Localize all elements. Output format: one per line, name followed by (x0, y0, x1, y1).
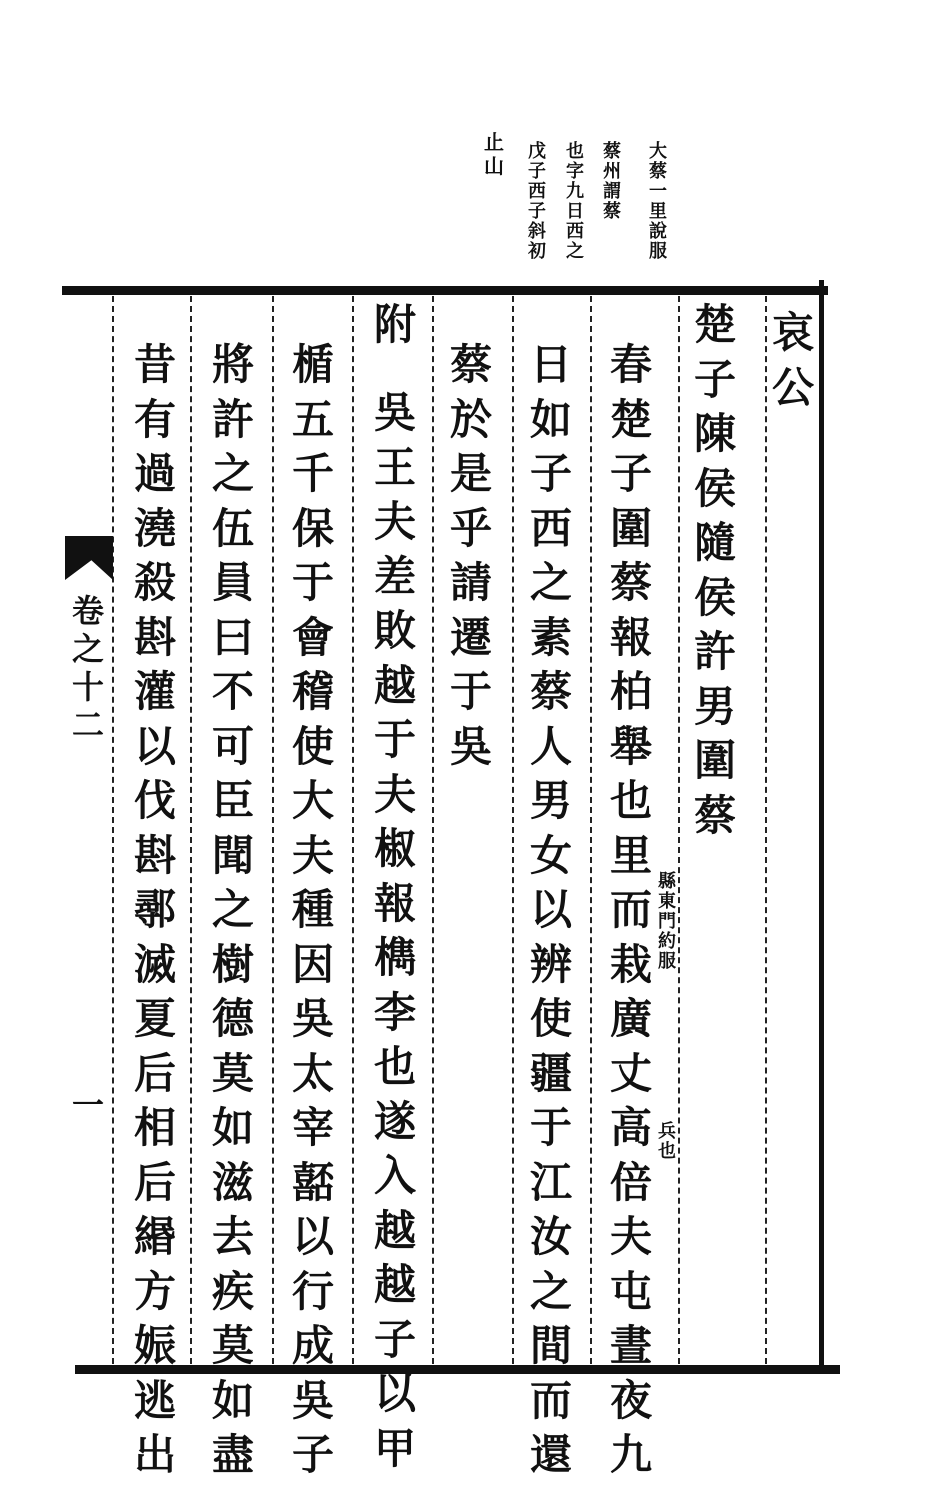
top-annotation: 戊 子 西 子 斜 初 (528, 141, 546, 262)
text-column: 春 楚 子 圍 蔡 報 柏 舉 也 里 而 栽 廣 丈 高 倍 夫 屯 晝 夜 九 (609, 340, 652, 1479)
text-column: 楚 子 陳 侯 隨 侯 許 男 圍 蔡 (693, 300, 736, 840)
text-column: 昔 有 過 澆 殺 斟 灌 以 伐 斟 鄩 滅 夏 后 相 后 緡 方 娠 逃 出 (133, 340, 176, 1479)
text-column: 哀 公 (771, 308, 814, 412)
text-column: 蔡 於 是 乎 請 遷 于 吳 (449, 340, 492, 771)
text-column: 楯 五 千 保 于 會 稽 使 大 夫 種 因 吳 太 宰 嚭 以 行 成 吳 子 (291, 340, 334, 1479)
frame-bottom-border (75, 1365, 840, 1374)
top-annotation: 蔡 州 謂 蔡 (603, 141, 621, 222)
inline-annotation: 兵 也 (658, 1121, 676, 1162)
text-column: 吳 王 夫 差 敗 越 于 夫 椒 報 檇 李 也 遂 入 越 越 子 以 甲 (373, 388, 416, 1473)
frame-right-border (819, 280, 824, 1374)
column-rule (352, 296, 354, 1364)
column-rule (678, 296, 680, 1364)
frame-top-border (62, 286, 828, 295)
column-rule (512, 296, 514, 1364)
folio-number: 一 (71, 1086, 104, 1124)
top-annotation: 也 字 九 日 西 之 (566, 141, 584, 262)
column-rule (590, 296, 592, 1364)
fish-tail-mark (65, 536, 113, 580)
column-rule (190, 296, 192, 1364)
text-column: 附 (373, 300, 416, 349)
column-rule (272, 296, 274, 1364)
column-rule (112, 296, 114, 1364)
top-annotation: 止 山 (484, 130, 504, 178)
inline-annotation: 縣 東 門 約 服 (658, 871, 676, 972)
text-column: 日 如 子 西 之 素 蔡 人 男 女 以 辨 使 疆 于 江 汝 之 間 而 還 (529, 340, 572, 1479)
column-rule (765, 296, 767, 1364)
text-column: 將 許 之 伍 員 曰 不 可 臣 聞 之 樹 德 莫 如 滋 去 疾 莫 如 盡 (211, 340, 254, 1479)
column-rule (432, 296, 434, 1364)
volume-title: 卷 之 十 二 (71, 592, 104, 744)
top-annotation: 大 蔡 一 里 說 服 (649, 141, 667, 262)
